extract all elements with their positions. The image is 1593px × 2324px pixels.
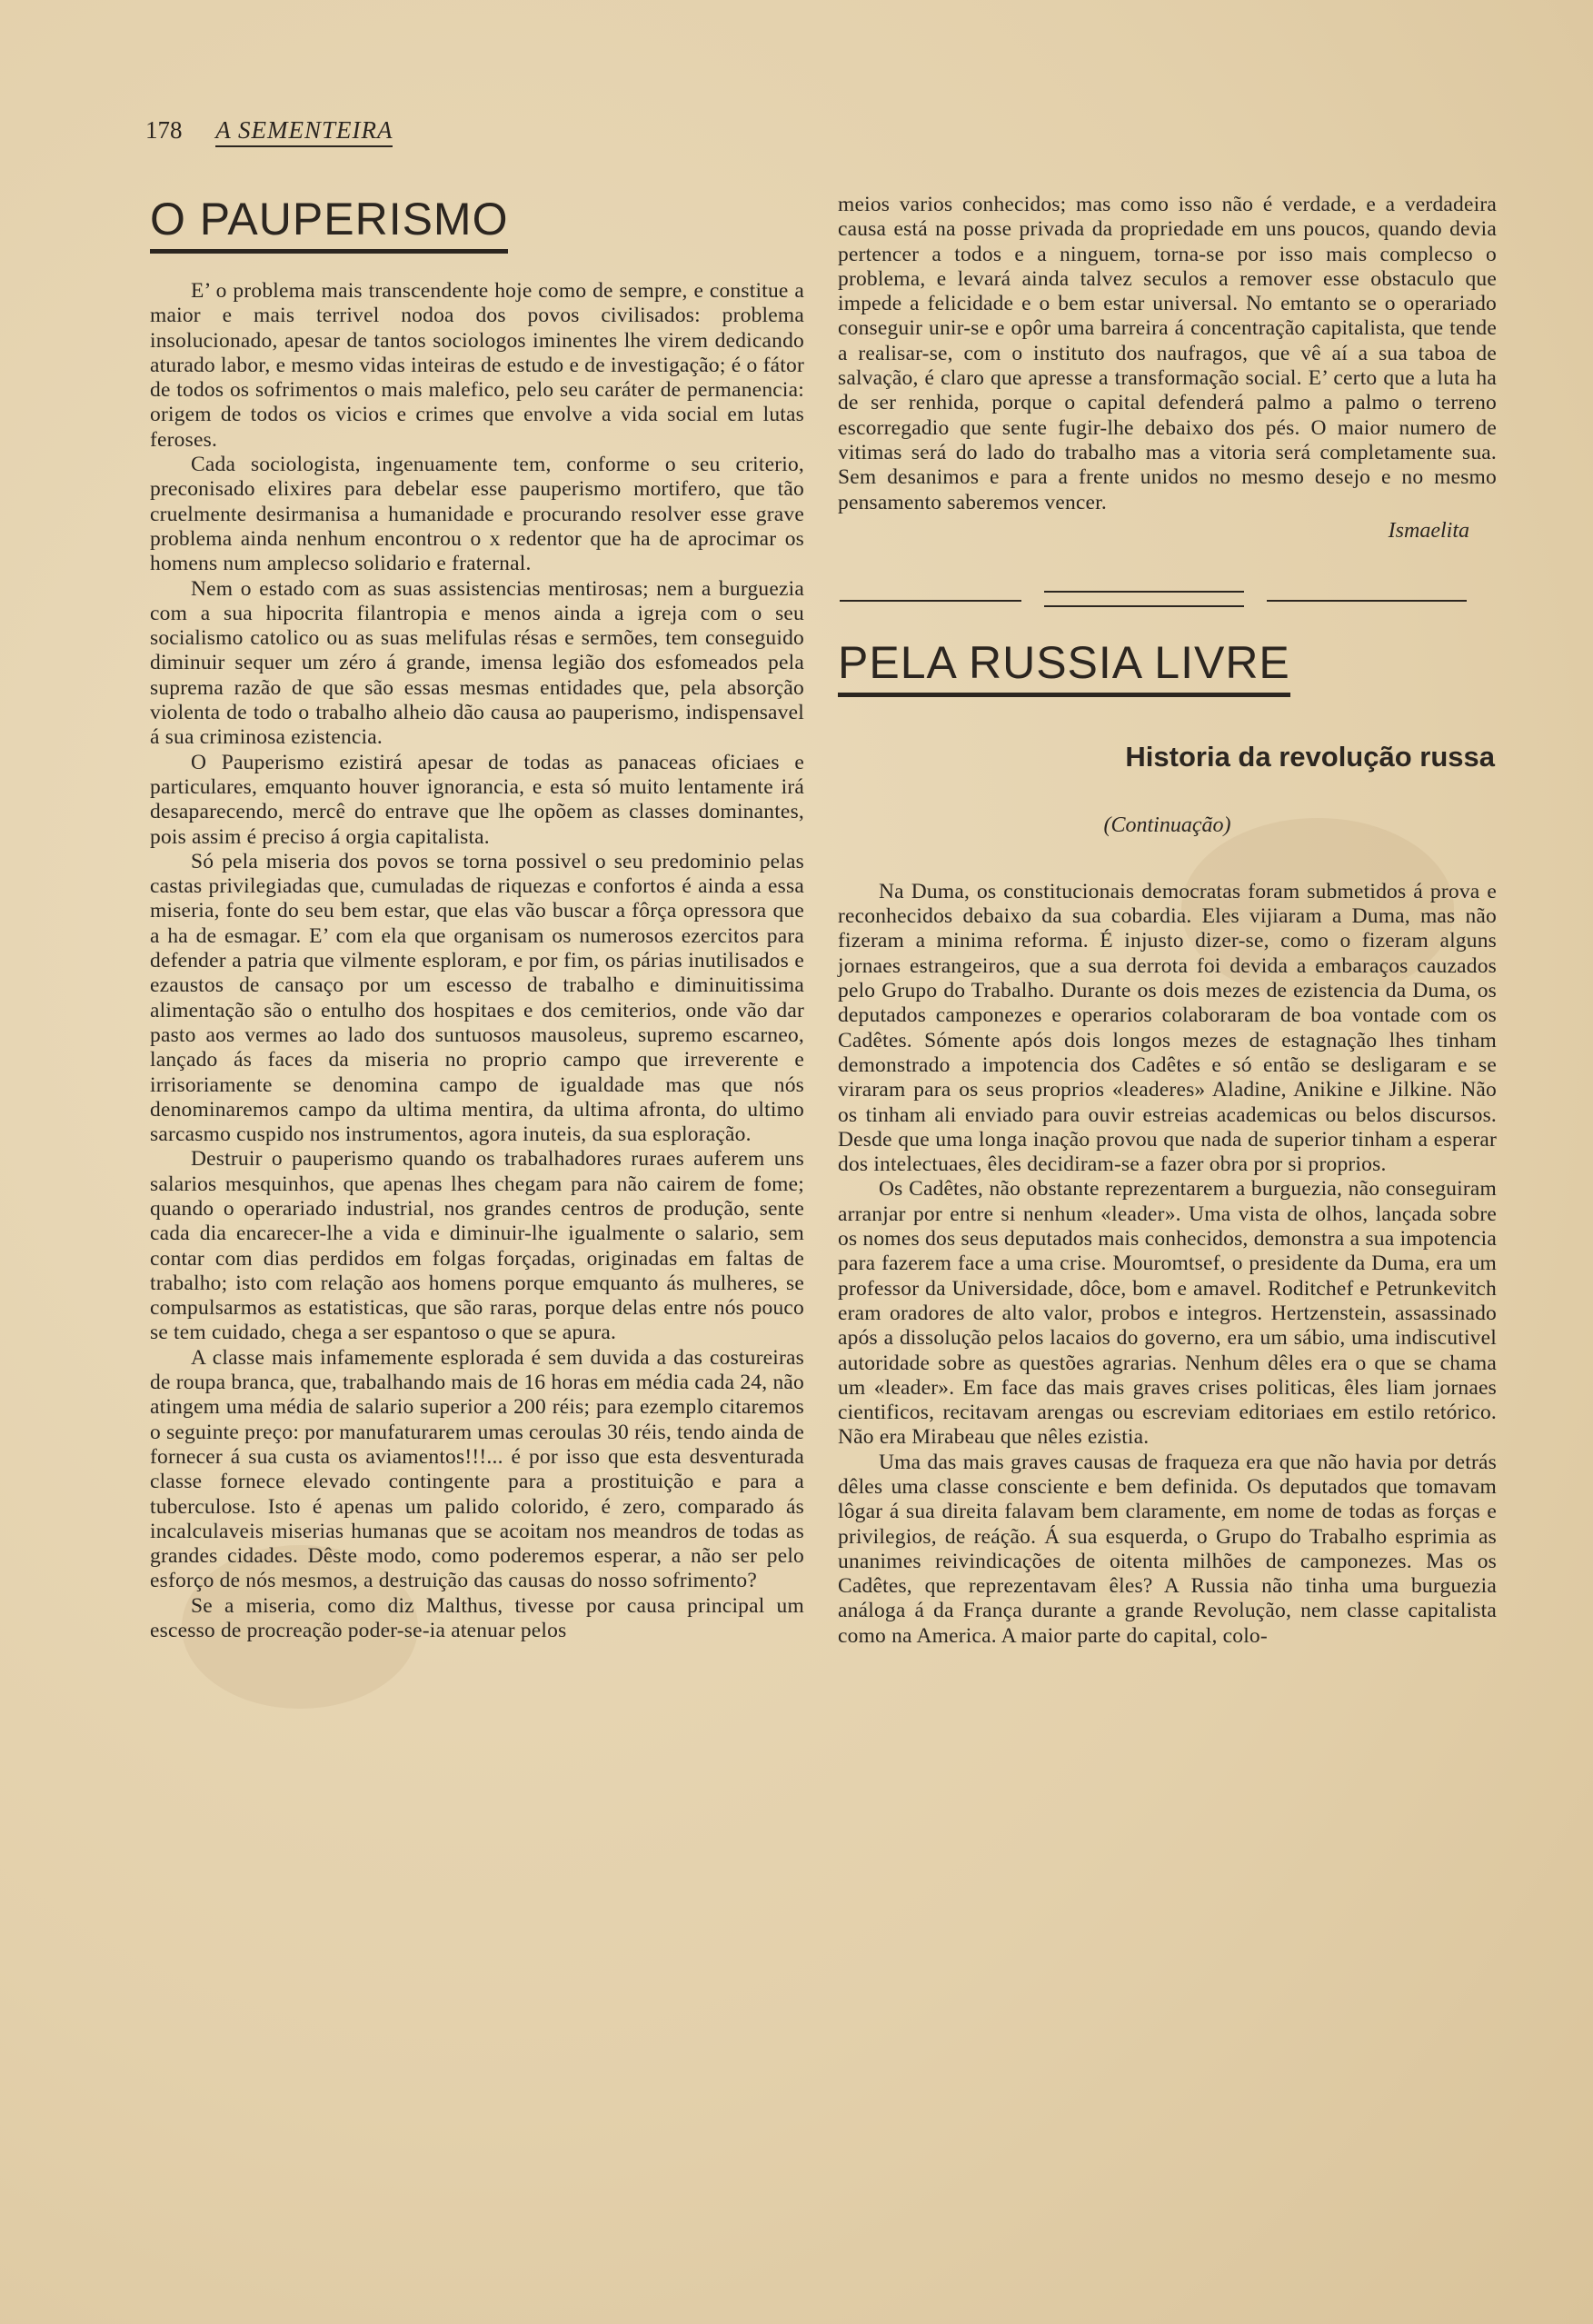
divider-line <box>1044 591 1244 593</box>
page-number: 178 <box>145 116 183 144</box>
article-subtitle: Historia da revolução russa <box>1125 740 1495 773</box>
divider-line <box>840 600 1021 602</box>
magazine-title: A SEMENTEIRA <box>215 116 393 147</box>
paragraph: E’ o problema mais transcendente hoje como de sempre, e constitue a maior e mais terrivel nodoa dos povos civilisados: problema insolucionado, apesar de tantos sociologos iminentes lhe virem dedicando aturado labor, e mesmo vidas inteiras de estudo e de investigação; é o fátor de todos os sofrimentos o mais malefico, pelo seu caráter de permanencia: origem de todos os vicios e crimes que envolve a vida social em lutas feroses. <box>150 279 804 452</box>
paragraph: Cada sociologista, ingenuamente tem, conforme o seu criterio, preconisado elixires para debelar esse pauperismo mortifero, que tão cruelmente desirmanisa a humanidade e procurando resolver esse grave problema ainda nenhum encontrou o x redentor que ha de aprocimar os homens num amplecso solidario e fraternal. <box>150 453 804 576</box>
page-header <box>145 116 393 145</box>
continuation-note: (Continuação) <box>1103 813 1231 837</box>
paragraph: Na Duma, os constitucionais democratas foram submetidos á prova e reconhecidos debaixo da sua cobardia. Eles vijiaram a Duma, mas não fizeram a minima reforma. É injusto dizer-se, como o fizeram alguns jornaes estrangeiros, que a sua derrota foi devida a embaraços cauzados pelo Grupo do Trabalho. Durante os dois mezes de ezistencia da Duma, os deputados camponezes e operarios colaboraram de boa vontade com os Cadêtes. Sómente após dois longos mezes de estagnação lhes tinham demonstrado a impotencia dos Cadêtes e só então se desligaram e se viraram para os seus proprios «leaderes» Aladine, Anikine e Jilkine. Não os tinham ali enviado para ouvir estreias academicas ou belos discursos. Desde que uma longa inação provou que nada de superior tinham a esperar dos intelectuaes, êles decidiram-se a fazer obra por si proprios. <box>838 879 1497 1177</box>
paragraph: Só pela miseria dos povos se torna possivel o seu predominio pelas castas privilegiadas que, cumuladas de riquezas e confortos é ainda a essa miseria, fonte do seu bem estar, que elas vão buscar a fôrça opressora que a ha de esmagar. E’ com ela que organisam os numerosos ezercitos para defender a patria que vilmente esploram, e por fim, os párias inutilisados e ezaustos de cansaço por um escesso de trabalho e diminuitissima alimentação são o entulho dos hospitaes e dos cemiterios, onde vão dar pasto aos vermes ao lado dos suntuosos mausoleus, supremo escarneo, lançado ás faces da miseria no proprio campo que irreverente e irrisoriamente se denomina campo de igualdade mas que nós denominaremos campo da ultima mentira, da ultima afronta, do ultimo sarcasmo cuspido nos instrumentos, agora inuteis, da sua esploração. <box>150 849 804 1147</box>
article-title-pauperismo: O PAUPERISMO <box>150 193 508 254</box>
left-column <box>150 193 804 1643</box>
section-divider <box>840 591 1467 607</box>
paragraph: Uma das mais graves causas de fraqueza era que não havia por detrás dêles uma classe consciente e bem definida. Os deputados que tomavam lôgar á sua direita falavam bem claramente, em nome de todas as forças e privilegios, de reáção. Á sua esquerda, o Grupo do Trabalho esprimia as unanimes reivindicações de oitenta milhões de camponezes. Mas os Cadêtes, que reprezentavam êles? A Russia não tinha uma burguezia análoga á da França durante a grande Revolução, nem classe capitalista como na America. A maior parte do capital, colo- <box>838 1450 1497 1648</box>
paragraph: Nem o estado com as suas assistencias mentirosas; nem a burguezia com a sua hipocrita filantropia e menos ainda a igreja com o seu socialismo catolico ou as suas melifulas résas e sermões, tem conseguido diminuir sequer um zéro á grande, imensa legião dos esfomeados pela suprema razão de que são essas mesmas entidades que, pela absorção violenta de todo o trabalho alheio dão causa ao pauperismo, indispensavel á sua criminosa ezistencia. <box>150 576 804 750</box>
article-title-russia: PELA RUSSIA LIVRE <box>838 636 1290 697</box>
paragraph-continuation: meios varios conhecidos; mas como isso não é verdade, e a verdadeira causa está na posse privada da propriedade em uns poucos, quando devia pertencer a todos e a ninguem, torna-se por isso mais complecso o problema, e levará ainda talvez seculos a remover esse obstaculo que impede a felicidade e o bem estar universal. No emtanto se o operariado conseguir unir-se e opôr uma barreira á concentração capitalista, que tende a realisar-se, com o instituto dos naufragos, que vê aí a sua taboa de salvação, é claro que apresse a transformação social. E’ certo que a luta ha de ser renhida, porque o capital defenderá palmo a palmo o terreno escorregadio que sente fugir-lhe debaixo dos pés. O maior numero de vitimas será do lado do trabalho mas a vitoria será completamente sua. Sem desanimos e para a frente unidos no mesmo desejo e no mesmo pensamento saberemos vencer. <box>838 193 1497 514</box>
paragraph: A classe mais infamemente esplorada é sem duvida a das costureiras de roupa branca, que, trabalhando mais de 16 horas em média cada 24, não atingem uma média de salario superior a 200 réis; para ezemplo citaremos o seguinte preço: por manufaturarem umas ceroulas 30 réis, tendo ainda de fornecer á sua custa os aviamentos!!!... é por isso que esta desventurada classe fornece elevado contingente para a prostituição e para a tuberculose. Isto é apenas um palido colorido, é zero, comparado ás incalculaveis miserias humanas que se acoitam nos meandros de todas as grandes cidades. Dêste modo, como poderemos esperar, a não ser pelo esforço de nós mesmos, a destruição das causas do nosso sofrimento? <box>150 1345 804 1593</box>
divider-line <box>1044 605 1244 607</box>
paragraph: Se a miseria, como diz Malthus, tivesse por causa principal um escesso de procreação poder-se-ia atenuar pelos <box>150 1593 804 1643</box>
divider-line <box>1267 600 1467 602</box>
paragraph: O Pauperismo ezistirá apesar de todas as panaceas oficiaes e particulares, emquanto houver ignorancia, e esta só muito lentamente irá desaparecendo, mercê do entrave que lhe opõem as classes dominantes, pois assim é preciso á orgia capitalista. <box>150 750 804 849</box>
paragraph: Os Cadêtes, não obstante reprezentarem a burguezia, não conseguiram arranjar por entre si nenhum «leader». Uma vista de olhos, lançada sobre os nomes dos seus deputados mais conhecidos, demonstra a sua impotencia para fazerem face a uma crise. Mouromtsef, o presidente da Duma, era um professor da Universidade, dôce, bom e amavel. Roditchef e Petrunkevitch eram oradores de alto valor, probos e integros. Hertzenstein, assassinado após a dissolução pelos lacaios do governo, era um sábio, uma indiscutivel autoridade sobre as questões agrarias. Nenhum dêles era o que se chama um «leader». Em face das mais graves crises politicas, êles liam jornaes cientificos, recitavam arengas ou escreviam editoriaes em estilo retórico. Não era Mirabeau que nêles ezistia. <box>838 1177 1497 1450</box>
paragraph: Destruir o pauperismo quando os trabalhadores ruraes auferem uns salarios mesquinhos, que apenas lhes chegam para não cairem de fome; quando o operariado industrial, nos grandes centros de produção, sente cada dia encarecer-lhe a vida e diminuir-lhe igualmente o salario, sem contar com dias perdidos em folgas forçadas, originadas em faltas de trabalho; isto com relação aos homens porque emquanto ás mulheres, se compulsarmos as estatisticas, que são raras, porque delas entre nós pouco se tem cuidado, chega a ser espantoso o que se apura. <box>150 1147 804 1345</box>
author-signature: Ismaelita <box>1388 518 1469 543</box>
right-column <box>838 193 1497 1649</box>
